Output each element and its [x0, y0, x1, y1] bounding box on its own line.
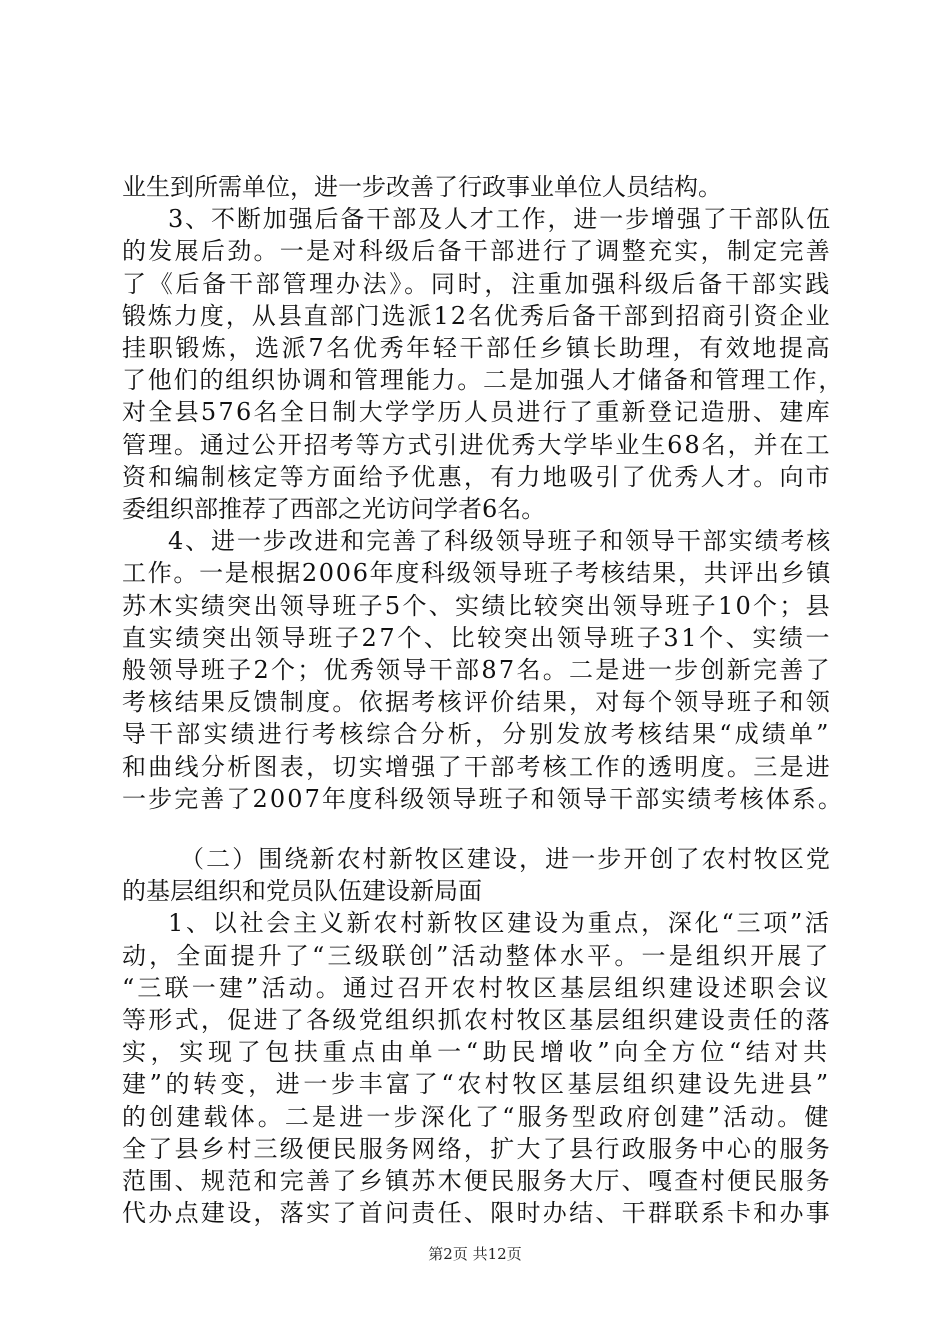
- text-line: 般领导班子2个；优秀领导干部87名。二是进一步创新完善了: [122, 656, 832, 684]
- text-line: 4、进一步改进和完善了科级领导班子和领导干部实绩考核: [168, 527, 832, 555]
- text-line: 实，实现了包扶重点由单一“助民增收”向全方位“结对共: [122, 1038, 832, 1066]
- text-line: 挂职锻炼，选派7名优秀年轻干部任乡镇长助理，有效地提高: [122, 334, 832, 362]
- text-line: 委组织部推荐了西部之光访问学者6名。: [122, 495, 546, 523]
- text-line: 的创建载体。二是进一步深化了“服务型政府创建”活动。健: [122, 1103, 832, 1131]
- section-heading: （二）围绕新农村新牧区建设，进一步开创了农村牧区党: [180, 845, 832, 873]
- text-line: 代办点建设，落实了首问责任、限时办结、干群联系卡和办事: [122, 1199, 832, 1227]
- text-line: 对全县576名全日制大学学历人员进行了重新登记造册、建库: [122, 398, 832, 426]
- text-line: 1、以社会主义新农村新牧区建设为重点，深化“三项”活: [168, 909, 832, 937]
- text-line: 资和编制核定等方面给予优惠，有力地吸引了优秀人才。向市: [122, 463, 832, 491]
- text-line: 了他们的组织协调和管理能力。二是加强人才储备和管理工作，: [122, 366, 844, 394]
- text-line: 锻炼力度，从县直部门选派12名优秀后备干部到招商引资企业: [122, 302, 832, 330]
- text-line: 工作。一是根据2006年度科级领导班子考核结果，共评出乡镇: [122, 559, 832, 587]
- text-line: 建”的转变，进一步丰富了“农村牧区基层组织建设先进县”: [122, 1070, 832, 1098]
- text-line: 范围、规范和完善了乡镇苏木便民服务大厅、嘎查村便民服务: [122, 1167, 832, 1195]
- text-line: 了《后备干部管理办法》。同时，注重加强科级后备干部实践: [122, 270, 832, 298]
- text-line: 和曲线分析图表，切实增强了干部考核工作的透明度。三是进: [122, 753, 832, 781]
- text-line: 考核结果反馈制度。依据考核评价结果，对每个领导班子和领: [122, 688, 832, 716]
- text-line: 苏木实绩突出领导班子5个、实绩比较突出领导班子10个；县: [122, 592, 832, 620]
- text-line: 全了县乡村三级便民服务网络，扩大了县行政服务中心的服务: [122, 1135, 832, 1163]
- page-number-label: 第2页 共12页: [428, 1245, 522, 1263]
- text-line: “三联一建”活动。通过召开农村牧区基层组织建设述职会议: [122, 974, 832, 1002]
- text-line: 直实绩突出领导班子27个、比较突出领导班子31个、实绩一: [122, 624, 832, 652]
- text-line: 等形式，促进了各级党组织抓农村牧区基层组织建设责任的落: [122, 1006, 832, 1034]
- page-footer: [0, 1244, 950, 1264]
- text-line: 业生到所需单位，进一步改善了行政事业单位人员结构。: [122, 173, 722, 201]
- text-line: 动，全面提升了“三级联创”活动整体水平。一是组织开展了: [122, 942, 832, 970]
- text-line: 导干部实绩进行考核综合分析，分别发放考核结果“成绩单”: [122, 720, 832, 748]
- text-line: 一步完善了2007年度科级领导班子和领导干部实绩考核体系。: [122, 785, 844, 813]
- text-line: 的发展后劲。一是对科级后备干部进行了调整充实，制定完善: [122, 237, 832, 265]
- section-heading: 的基层组织和党员队伍建设新局面: [122, 877, 482, 905]
- text-line: 3、不断加强后备干部及人才工作，进一步增强了干部队伍: [168, 205, 832, 233]
- text-line: 管理。通过公开招考等方式引进优秀大学毕业生68名，并在工: [122, 431, 832, 459]
